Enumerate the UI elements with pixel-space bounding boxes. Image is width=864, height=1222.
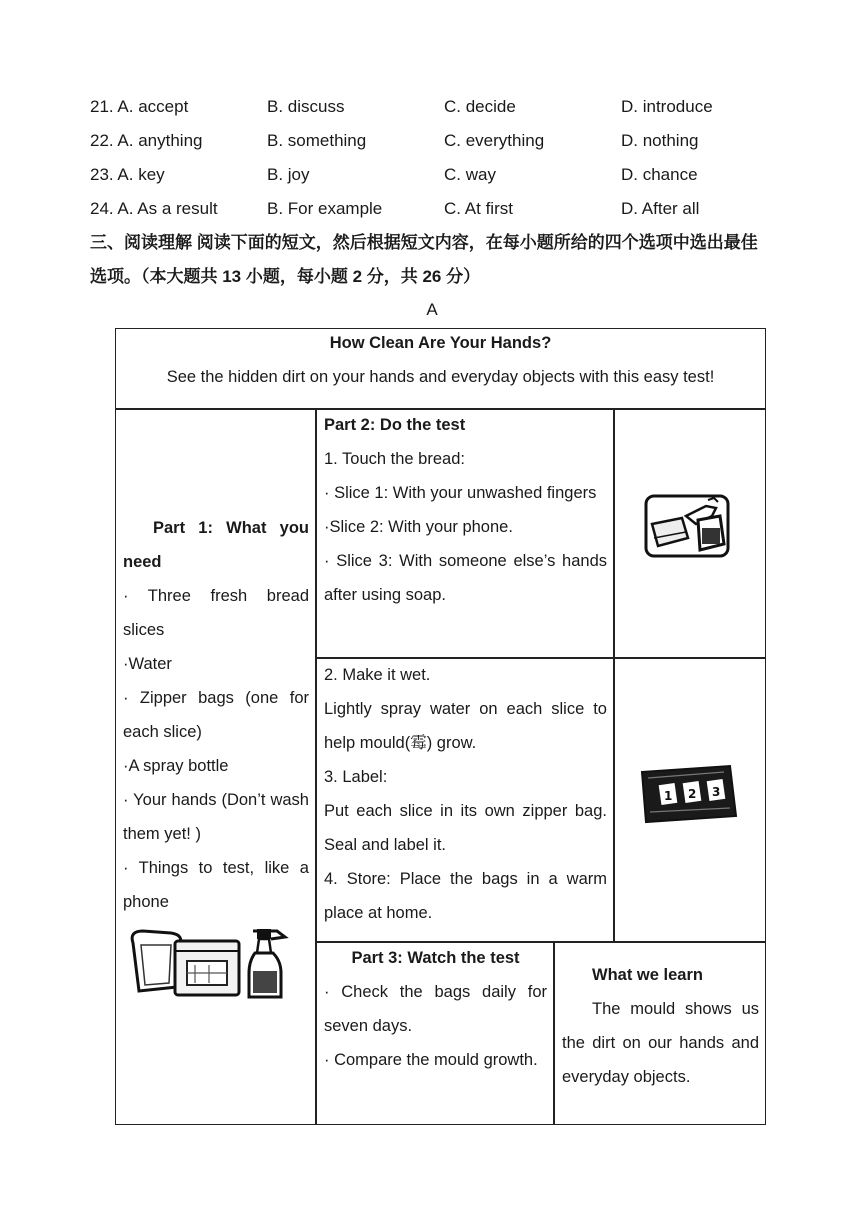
part1-item: · Zipper bags (one for each slice)	[123, 689, 309, 741]
part1-item: · Your hands (Don’t wash them yet! )	[123, 791, 309, 843]
part3-content	[324, 941, 547, 1077]
question-row	[90, 131, 790, 161]
part2-top-content	[324, 408, 607, 612]
step2-text: Lightly spray water on each slice to help mould(霉) grow.	[324, 700, 607, 752]
option-a: 23. A. key	[90, 165, 165, 184]
part1-item: · Things to test, like a phone	[123, 859, 309, 911]
step3-text: Put each slice in its own zipper bag. Seal and label it.	[324, 802, 607, 854]
question-row	[90, 165, 790, 195]
bread-bag-spray-icon	[125, 925, 297, 1003]
slice3: · Slice 3: With someone else’s hands after using soap.	[324, 552, 607, 604]
spray-bottle-bread-icon	[642, 492, 732, 560]
question-row	[90, 97, 790, 127]
section-heading-line2: 选项。（本大题共 13 小题，每小题 2 分，共 26 分）	[90, 267, 481, 286]
option-b: B. discuss	[267, 97, 345, 116]
labeled-bags-icon	[638, 762, 738, 826]
part3-item: · Compare the mould growth.	[324, 1051, 538, 1069]
option-d: D. nothing	[621, 131, 699, 150]
poster-subtitle: See the hidden dirt on your hands and everyday objects with this easy test!	[166, 368, 715, 386]
option-b: B. joy	[267, 165, 310, 184]
section-heading	[90, 226, 790, 294]
step1: 1. Touch the bread:	[324, 450, 465, 468]
part1-heading: Part 1: What you need	[123, 519, 309, 571]
option-d: D. introduce	[621, 97, 713, 116]
bag-label: 2	[688, 787, 697, 801]
part1-item: ·Water	[123, 655, 172, 673]
learn-content	[562, 958, 759, 1094]
part3-heading: Part 3: Watch the test	[351, 949, 520, 967]
option-a: 21. A. accept	[90, 97, 189, 116]
bag-label: 1	[664, 789, 673, 803]
option-c: C. everything	[444, 131, 545, 150]
option-c: C. decide	[444, 97, 516, 116]
option-b: B. something	[267, 131, 367, 150]
part1-content	[123, 511, 309, 919]
learn-heading: What we learn	[592, 966, 703, 984]
option-a: 22. A. anything	[90, 131, 203, 150]
option-d: D. After all	[621, 199, 700, 218]
option-c: C. way	[444, 165, 496, 184]
part2-heading: Part 2: Do the test	[324, 416, 466, 434]
step2: 2. Make it wet.	[324, 666, 431, 684]
part1-item: ·A spray bottle	[123, 757, 229, 775]
part2-bottom-content	[324, 658, 607, 930]
option-d: D. chance	[621, 165, 698, 184]
slice2: ·Slice 2: With your phone.	[324, 518, 513, 536]
question-row	[90, 199, 790, 229]
slice1: · Slice 1: With your unwashed fingers	[324, 484, 597, 502]
step3: 3. Label:	[324, 768, 388, 786]
option-c: C. At first	[444, 199, 513, 218]
part1-item: · Three fresh bread slices	[123, 587, 309, 639]
poster-title: How Clean Are Your Hands?	[329, 334, 552, 352]
learn-text: The mould shows us the dirt on our hands and everyday objects.	[562, 1000, 759, 1086]
passage-label: A	[426, 300, 438, 319]
section-heading-line1: 三、阅读理解 阅读下面的短文，然后根据短文内容，在每小题所给的四个选项中选出最佳	[90, 233, 758, 252]
step4: 4. Store: Place the bags in a warm place at home.	[324, 870, 607, 922]
part3-item: · Check the bags daily for seven days.	[324, 983, 547, 1035]
bag-label: 3	[712, 785, 721, 799]
option-a: 24. A. As a result	[90, 199, 218, 218]
option-b: B. For example	[267, 199, 383, 218]
